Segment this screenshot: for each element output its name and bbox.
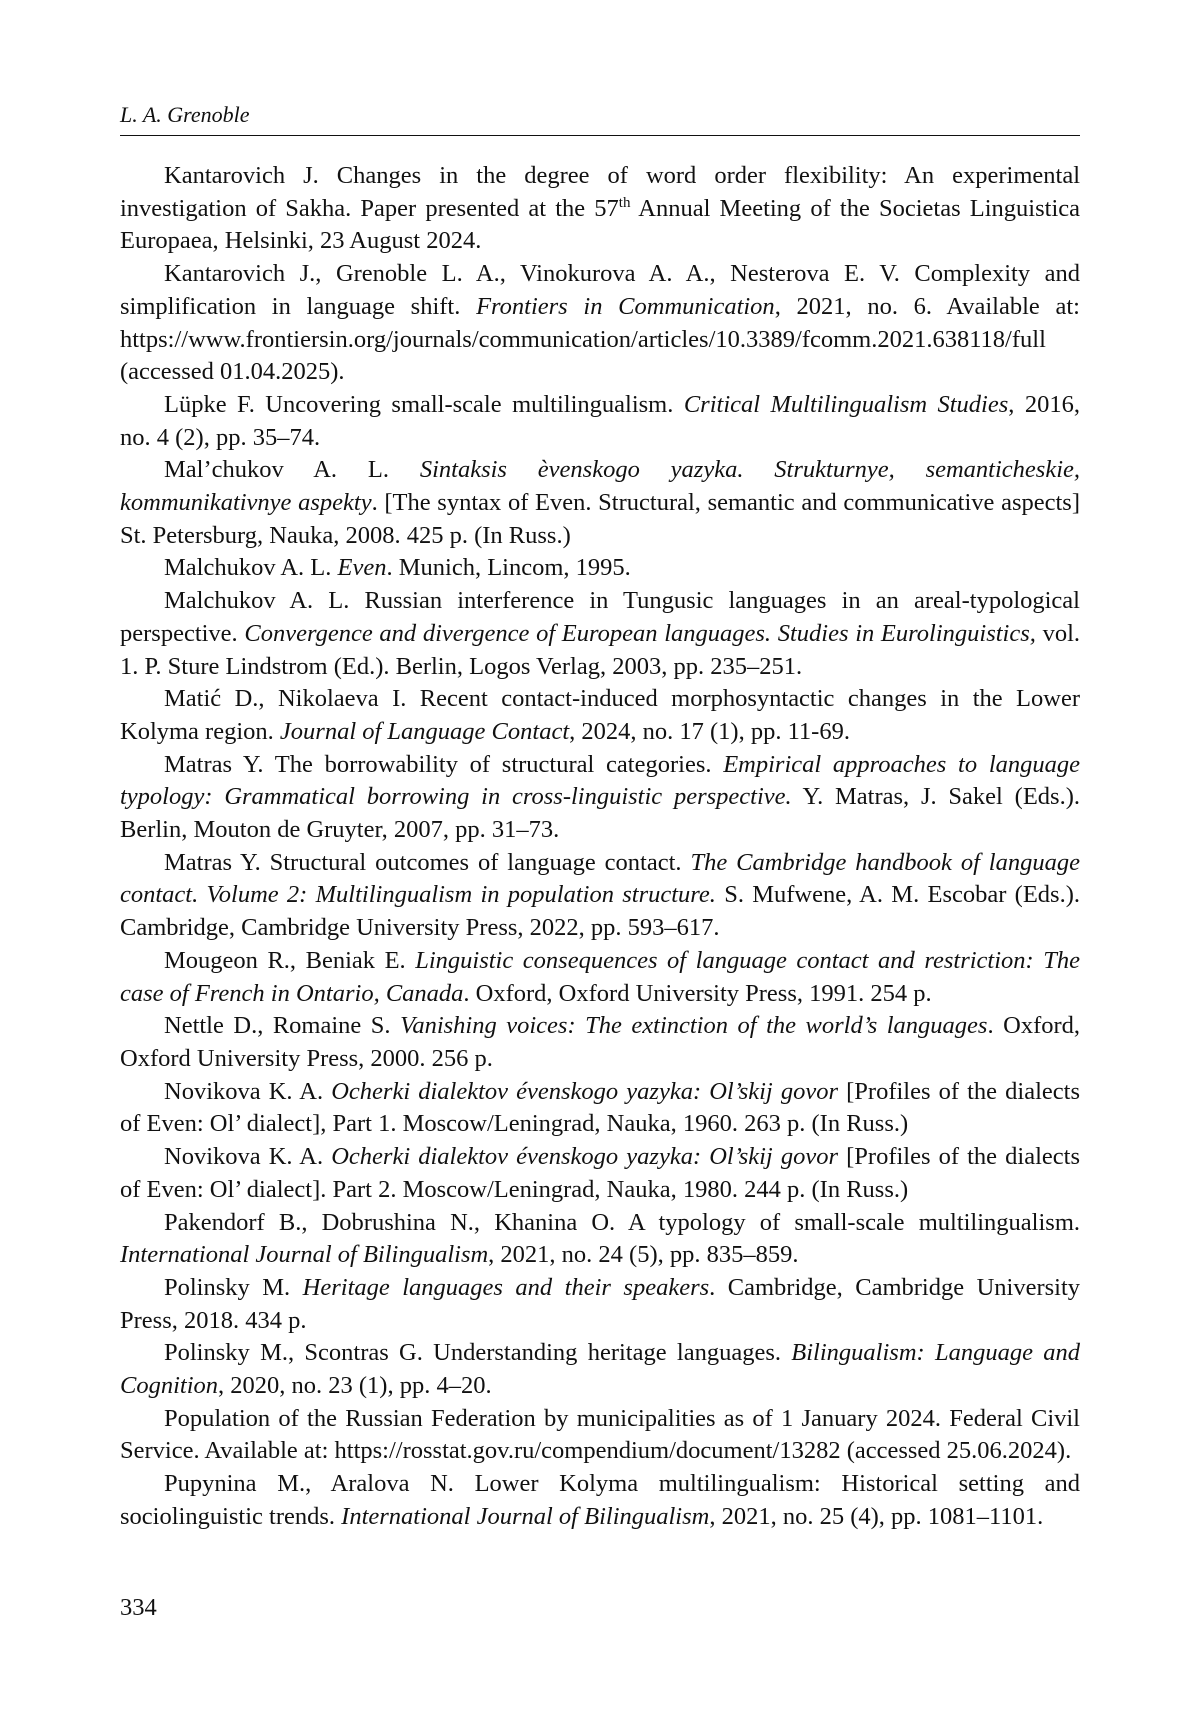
reference-title-italic: Critical Multilingualism Studies <box>683 390 1009 418</box>
reference-text: [Profiles of the dialects of Even: Ol’ dialect], Part 1. Moscow/Leningrad, Nauka, 1960. 263 p. (In Russ.) <box>120 1077 1080 1138</box>
reference-entry <box>120 749 1080 847</box>
reference-text: Lüpke F. Uncovering small-scale multilingualism. <box>164 390 684 418</box>
reference-entry <box>120 160 1080 258</box>
reference-entry <box>120 1141 1080 1206</box>
reference-title-italic: Empirical approaches to language typology: Grammatical borrowing in cross-linguistic perspective. <box>120 750 1080 811</box>
reference-entry <box>120 1010 1080 1075</box>
reference-text: , 2024, no. 17 (1), pp. 11-69. <box>569 717 850 745</box>
running-head-author: L. A. Grenoble <box>120 102 250 127</box>
reference-title-italic: Journal of Language Contact <box>279 717 570 745</box>
reference-entry <box>120 683 1080 748</box>
reference-superscript: th <box>618 194 631 211</box>
reference-text: , 2021, no. 24 (5), pp. 835–859. <box>488 1241 799 1269</box>
header-rule <box>120 135 1080 136</box>
reference-text: Polinsky M., Scontras G. Understanding heritage languages. <box>164 1339 792 1367</box>
reference-entry <box>120 1076 1080 1141</box>
reference-text: Pakendorf B., Dobrushina N., Khanina O. A typology of small-scale multilingualism. <box>164 1208 1080 1236</box>
reference-text: vol. 1. P. Sture Lindstrom (Ed.). Berlin, Logos Verlag, 2003, pp. 235–251. <box>120 619 1081 680</box>
reference-text: Kantarovich J., Grenoble L. A., Vinokurova A. A., Nesterova E. V. Complexity and simplification in language shift. <box>120 260 1080 320</box>
reference-title-italic: International Journal of Bilingualism <box>120 1241 489 1269</box>
reference-entry <box>120 1272 1080 1337</box>
reference-text: Novikova K. A. <box>164 1143 332 1171</box>
reference-text: , 2021, no. 6. Available at: https://www.frontiersin.org/journals/communication/articles/10.3389/fcomm.2021.638118/full (accessed 01.04.2025). <box>120 292 1080 386</box>
reference-text: Annual Meeting of the Societas Linguistica Europaea, Helsinki, 23 August 2024. <box>120 194 1080 255</box>
reference-title-italic: Even <box>337 554 387 582</box>
reference-entry <box>120 552 1080 585</box>
reference-text: . [The syntax of Even. Structural, semantic and communicative aspects] St. Petersburg, Nauka, 2008. 425 p. (In Russ.) <box>120 489 1080 549</box>
reference-text: Matras Y. Structural outcomes of language contact. <box>164 848 691 876</box>
reference-text: Matić D., Nikolaeva I. Recent contact-induced morphosyntactic changes in the Lower Kolyma region. <box>120 685 1080 745</box>
reference-text: , 2016, no. 4 (2), pp. 35–74. <box>120 390 1080 451</box>
reference-text: Novikova K. A. <box>164 1077 332 1105</box>
page-number: 334 <box>120 1594 157 1621</box>
reference-title-italic: Frontiers in Communication <box>476 292 775 320</box>
reference-entry <box>120 258 1080 389</box>
reference-entry <box>120 585 1080 683</box>
reference-text: S. Mufwene, A. M. Escobar (Eds.). Cambridge, Cambridge University Press, 2022, pp. 593–617. <box>120 881 1080 942</box>
reference-entry <box>120 1468 1080 1533</box>
reference-title-italic: Convergence and divergence of European languages. Studies in Eurolinguistics, <box>244 619 1036 647</box>
reference-entry <box>120 847 1080 945</box>
reference-text: Malchukov A. L. Russian interference in Tungusic languages in an areal-typological perspective. <box>120 587 1080 647</box>
reference-text: . Oxford, Oxford University Press, 2000. 256 p. <box>120 1012 1081 1072</box>
reference-text: . Munich, Lincom, 1995. <box>386 554 631 582</box>
reference-text: Y. Matras, J. Sakel (Eds.). Berlin, Mouton de Gruyter, 2007, pp. 31–73. <box>120 783 1080 844</box>
reference-entry <box>120 389 1080 454</box>
reference-title-italic: Ocherki dialektov évenskogo yazyka: Ol’skij govor <box>331 1077 839 1105</box>
reference-text: Mougeon R., Beniak E. <box>164 946 416 974</box>
reference-text: Nettle D., Romaine S. <box>164 1012 401 1040</box>
reference-title-italic: Linguistic consequences of language contact and restriction: The case of French in Ontario, Canada <box>120 946 1080 1007</box>
reference-text: Population of the Russian Federation by municipalities as of 1 January 2024. Federal Civil Service. Available at: https://rosstat.gov.ru/compendium/document/13282 (accessed 25.06.2024). <box>120 1404 1080 1465</box>
reference-text: Polinsky M. <box>164 1273 303 1301</box>
reference-title-italic: The Cambridge handbook of language contact. Volume 2: Multilingualism in population structure. <box>120 848 1080 909</box>
reference-title-italic: Heritage languages and their speakers <box>302 1273 710 1301</box>
reference-text: Pupynina M., Aralova N. Lower Kolyma multilingualism: Historical setting and sociolinguistic trends. <box>120 1470 1080 1530</box>
reference-entry <box>120 1337 1080 1402</box>
reference-text: , 2021, no. 25 (4), pp. 1081–1101. <box>709 1502 1044 1530</box>
reference-list <box>120 160 1080 1534</box>
reference-entry <box>120 1403 1080 1468</box>
reference-text: Matras Y. The borrowability of structural categories. <box>164 750 724 778</box>
reference-text: Malchukov A. L. <box>164 554 338 582</box>
reference-text: Mal’chukov A. L. <box>164 456 420 484</box>
reference-text: , 2020, no. 23 (1), pp. 4–20. <box>218 1372 492 1400</box>
reference-text: . Oxford, Oxford University Press, 1991. 254 p. <box>463 979 932 1007</box>
reference-title-italic: Vanishing voices: The extinction of the world’s languages <box>400 1012 988 1040</box>
reference-text: . Cambridge, Cambridge University Press, 2018. 434 p. <box>120 1273 1081 1334</box>
reference-text: [Profiles of the dialects of Even: Ol’ dialect]. Part 2. Moscow/Leningrad, Nauka, 1980. 244 p. (In Russ.) <box>120 1143 1080 1203</box>
reference-title-italic: Sintaksis èvenskogo yazyka. Strukturnye, semanticheskie, kommunikativnye aspekty <box>120 456 1080 517</box>
reference-entry <box>120 945 1080 1010</box>
reference-title-italic: International Journal of Bilingualism <box>341 1502 710 1530</box>
reference-text: Kantarovich J. Changes in the degree of word order flexibility: An experimental investigation of Sakha. Paper presented at the 57 <box>120 162 1080 222</box>
reference-title-italic: Bilingualism: Language and Cognition <box>120 1339 1081 1400</box>
reference-entry <box>120 1207 1080 1272</box>
reference-entry <box>120 454 1080 552</box>
reference-title-italic: Ocherki dialektov évenskogo yazyka: Ol’skij govor <box>331 1143 839 1171</box>
